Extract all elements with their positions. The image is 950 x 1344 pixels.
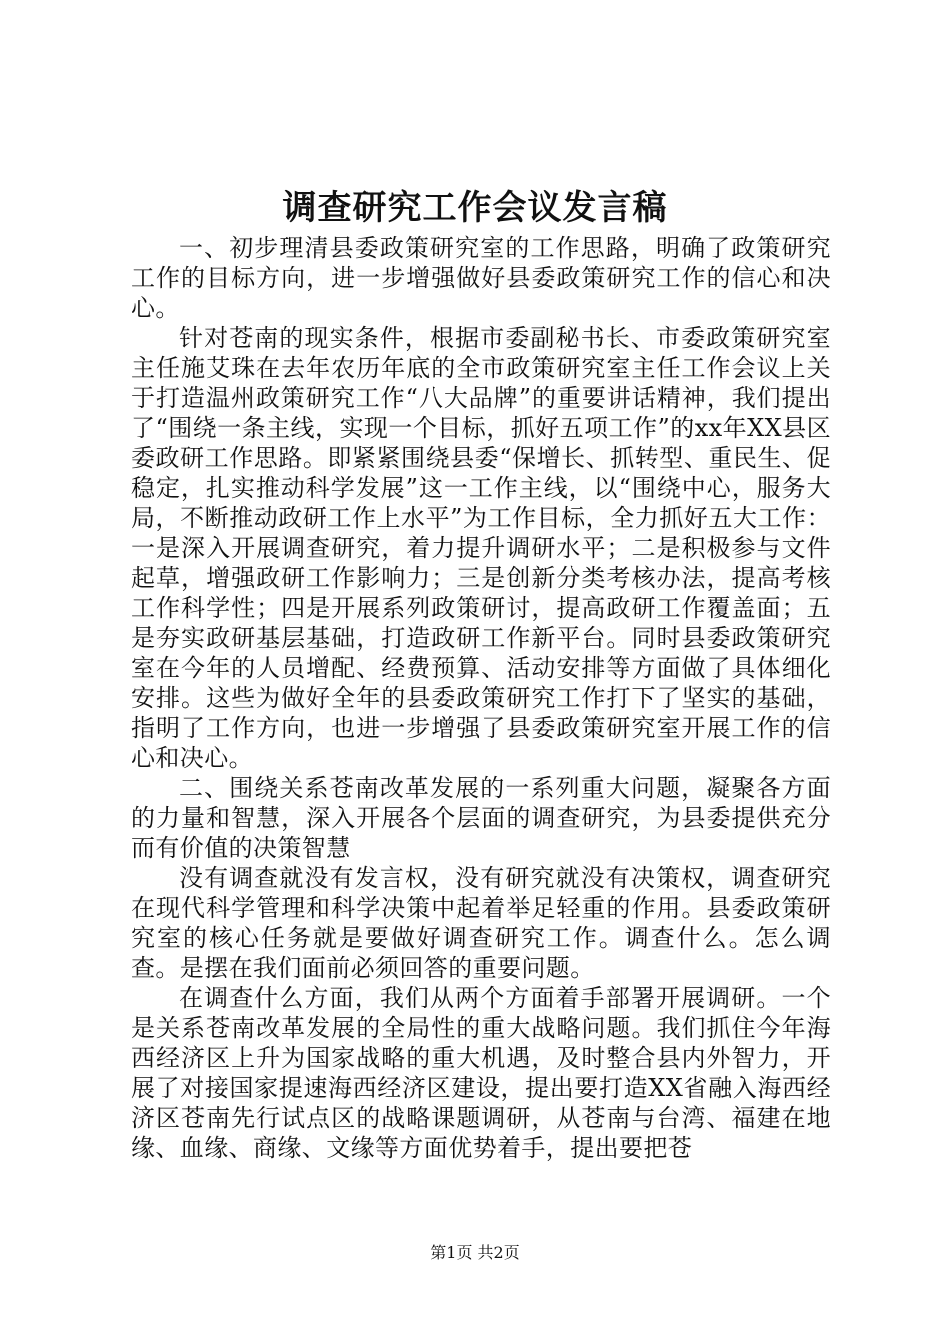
paragraph-1: 一、初步理清县委政策研究室的工作思路，明确了政策研究工作的目标方向，进一步增强做好县委政策研究工作的信心和决心。 xyxy=(131,234,831,322)
document-title: 调查研究工作会议发言稿 xyxy=(282,188,668,228)
paragraph-5: 在调查什么方面，我们从两个方面着手部署开展调研。一个是关系苍南改革发展的全局性的重大战略问题。我们抓住今年海西经济区上升为国家战略的重大机遇，及时整合县内外智力，开展了对接国家提速海西经济区建设，提出要打造XX省融入海西经济区苍南先行试点区的战略课题调研，从苍南与台湾、福建在地缘、血缘、商缘、文缘等方面优势着手，提出要把苍 xyxy=(131,984,831,1162)
document-body xyxy=(131,233,831,1163)
page-indicator: 第1页 共2页 xyxy=(430,1243,520,1262)
paragraph-3: 二、围绕关系苍南改革发展的一系列重大问题，凝聚各方面的力量和智慧，深入开展各个层面的调查研究，为县委提供充分而有价值的决策智慧 xyxy=(131,774,831,862)
paragraph-2: 针对苍南的现实条件，根据市委副秘书长、市委政策研究室主任施艾珠在去年农历年底的全市政策研究室主任工作会议上关于打造温州政策研究工作“八大品牌”的重要讲话精神，我们提出了“围绕一条主线，实现一个目标，抓好五项工作”的xx年XX县区委政研工作思路。即紧紧围绕县委“保增长、抓转型、重民生、促稳定，扎实推动科学发展”这一工作主线，以“围绕中心，服务大局，不断推动政研工作上水平”为工作目标，全力抓好五大工作：一是深入开展调查研究，着力提升调研水平；二是积极参与文件起草，增强政研工作影响力；三是创新分类考核办法，提高考核工作科学性；四是开展系列政策研讨，提高政研工作覆盖面；五是夯实政研基层基础，打造政研工作新平台。同时县委政策研究室在今年的人员增配、经费预算、活动安排等方面做了具体细化安排。这些为做好全年的县委政策研究工作打下了坚实的基础，指明了工作方向，也进一步增强了县委政策研究室开展工作的信心和决心。 xyxy=(131,324,831,772)
paragraph-4: 没有调查就没有发言权，没有研究就没有决策权，调查研究在现代科学管理和科学决策中起着举足轻重的作用。县委政策研究室的核心任务就是要做好调查研究工作。调查什么。怎么调查。是摆在我们面前必须回答的重要问题。 xyxy=(131,864,831,982)
